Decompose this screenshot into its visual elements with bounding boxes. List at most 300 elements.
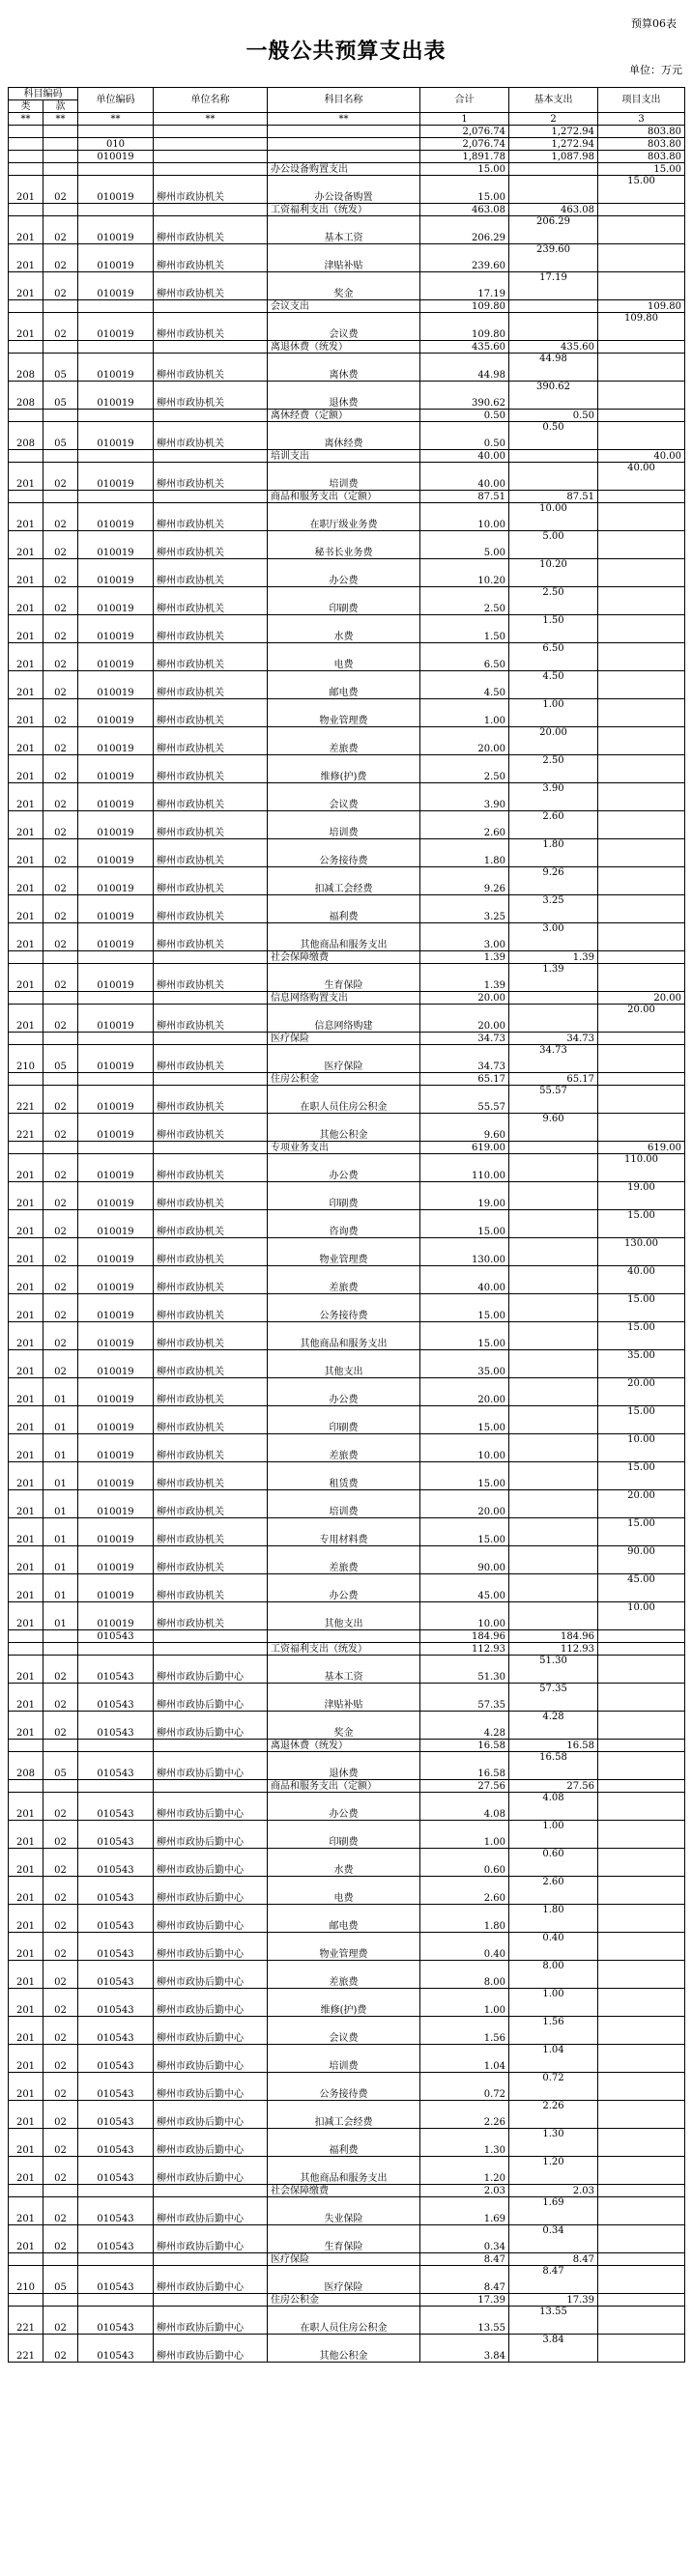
cell-project: [598, 216, 685, 244]
cell-basic: 184.96: [509, 1630, 598, 1643]
cell-kuan: 02: [43, 671, 78, 699]
cell-total: 0.50: [420, 410, 509, 422]
cell-unit-code: [78, 341, 154, 354]
cell-lei: 201: [9, 559, 43, 587]
cell-basic: 0.40: [509, 1933, 598, 1961]
cell-lei: 201: [9, 1238, 43, 1266]
cell-lei: 201: [9, 2157, 43, 2185]
cell-total: 4.08: [420, 1793, 509, 1821]
cell-unit-code: [78, 204, 154, 216]
cell-project: [598, 1114, 685, 1142]
cell-subject-name: 会议支出: [268, 300, 420, 313]
cell-basic: 0.34: [509, 2225, 598, 2253]
cell-subject-name: 水费: [268, 1849, 420, 1877]
cell-total: 0.50: [420, 422, 509, 450]
table-row: [9, 839, 685, 867]
cell-kuan: 01: [43, 1462, 78, 1490]
table-row: [9, 382, 685, 410]
cell-kuan: 02: [43, 2225, 78, 2253]
cell-lei: 201: [9, 1989, 43, 2017]
cell-basic: 1.00: [509, 1989, 598, 2017]
cell-subject-name: [268, 126, 420, 138]
table-row: [9, 1712, 685, 1740]
cell-project: 20.00: [598, 992, 685, 1005]
cell-subject-name: 退休费: [268, 382, 420, 410]
cell-unit-name: 柳州市政协机关: [154, 1434, 268, 1462]
cell-lei: [9, 1142, 43, 1154]
cell-total: 90.00: [420, 1546, 509, 1574]
cell-total: 619.00: [420, 1142, 509, 1154]
header-stars: **: [78, 113, 154, 126]
cell-subject-name: 差旅费: [268, 1266, 420, 1294]
cell-basic: [509, 1602, 598, 1630]
cell-project: [598, 1740, 685, 1752]
cell-basic: 20.00: [509, 727, 598, 755]
cell-subject-name: 办公费: [268, 1154, 420, 1182]
cell-unit-name: [154, 1630, 268, 1643]
cell-unit-code: 010019: [78, 699, 154, 727]
cell-kuan: 02: [43, 1238, 78, 1266]
cell-total: 2.26: [420, 2101, 509, 2129]
cell-total: 15.00: [420, 1322, 509, 1350]
cell-subject-name: 物业管理费: [268, 1238, 420, 1266]
cell-project: [598, 2294, 685, 2307]
cell-unit-code: [78, 1780, 154, 1793]
cell-subject-name: 维修(护)费: [268, 1989, 420, 2017]
cell-subject-name: 办公费: [268, 1793, 420, 1821]
cell-unit-code: 010019: [78, 1462, 154, 1490]
cell-total: 1.00: [420, 1821, 509, 1849]
group-row: [9, 341, 685, 354]
cell-subject-name: 住房公积金: [268, 2294, 420, 2307]
cell-basic: 390.62: [509, 382, 598, 410]
cell-basic: 34.73: [509, 1033, 598, 1045]
table-row: [9, 559, 685, 587]
cell-unit-name: 柳州市政协后勤中心: [154, 1877, 268, 1905]
cell-total: 20.00: [420, 1005, 509, 1033]
cell-subject-name: 水费: [268, 615, 420, 643]
cell-unit-name: 柳州市政协机关: [154, 422, 268, 450]
table-row: [9, 783, 685, 811]
cell-kuan: [43, 341, 78, 354]
cell-project: [598, 615, 685, 643]
cell-unit-name: [154, 992, 268, 1005]
cell-total: 2.03: [420, 2185, 509, 2197]
cell-total: 1.50: [420, 615, 509, 643]
cell-subject-name: 住房公积金: [268, 1073, 420, 1086]
cell-unit-name: 柳州市政协后勤中心: [154, 2129, 268, 2157]
cell-kuan: 02: [43, 1684, 78, 1712]
cell-project: 15.00: [598, 1210, 685, 1238]
cell-basic: 57.35: [509, 1684, 598, 1712]
cell-kuan: 02: [43, 1266, 78, 1294]
cell-unit-code: 010019: [78, 272, 154, 300]
cell-lei: 201: [9, 1490, 43, 1518]
cell-basic: 3.25: [509, 895, 598, 923]
cell-lei: 201: [9, 1350, 43, 1378]
cell-project: [598, 503, 685, 531]
cell-project: [598, 2197, 685, 2225]
cell-lei: 201: [9, 895, 43, 923]
cell-kuan: 02: [43, 755, 78, 783]
cell-lei: [9, 341, 43, 354]
cell-subject-name: 办公费: [268, 1574, 420, 1602]
cell-project: 40.00: [598, 1266, 685, 1294]
header-subject-code: 科目编码: [9, 88, 78, 100]
cell-total: 0.60: [420, 1849, 509, 1877]
table-row: [9, 2045, 685, 2073]
cell-lei: 201: [9, 463, 43, 491]
cell-basic: [509, 176, 598, 204]
cell-kuan: 02: [43, 727, 78, 755]
cell-unit-code: [78, 1142, 154, 1154]
summary-row: [9, 1630, 685, 1643]
table-body: [9, 126, 685, 2363]
cell-lei: [9, 300, 43, 313]
cell-lei: 201: [9, 1378, 43, 1406]
cell-unit-code: 010543: [78, 2017, 154, 2045]
unit-label: 单位：万元: [629, 64, 682, 76]
cell-unit-code: 010543: [78, 1630, 154, 1643]
cell-total: 10.00: [420, 1434, 509, 1462]
cell-unit-code: 010019: [78, 615, 154, 643]
cell-total: 15.00: [420, 163, 509, 176]
cell-total: 1.04: [420, 2045, 509, 2073]
cell-unit-code: 010019: [78, 1434, 154, 1462]
table-row: [9, 699, 685, 727]
cell-basic: [509, 1406, 598, 1434]
cell-kuan: 02: [43, 1712, 78, 1740]
cell-basic: [509, 1238, 598, 1266]
cell-lei: [9, 992, 43, 1005]
cell-project: 35.00: [598, 1350, 685, 1378]
cell-unit-code: 010019: [78, 1350, 154, 1378]
cell-project: [598, 839, 685, 867]
cell-unit-code: 010019: [78, 354, 154, 382]
cell-project: 90.00: [598, 1546, 685, 1574]
cell-unit-code: 010019: [78, 587, 154, 615]
cell-unit-name: 柳州市政协后勤中心: [154, 2101, 268, 2129]
cell-subject-name: 差旅费: [268, 1434, 420, 1462]
cell-unit-code: 010543: [78, 1821, 154, 1849]
cell-unit-code: [78, 300, 154, 313]
cell-unit-name: 柳州市政协机关: [154, 559, 268, 587]
cell-total: 10.20: [420, 559, 509, 587]
cell-subject-name: 培训费: [268, 463, 420, 491]
cell-unit-name: 柳州市政协机关: [154, 783, 268, 811]
cell-project: 40.00: [598, 463, 685, 491]
table-row: [9, 867, 685, 895]
cell-basic: 9.60: [509, 1114, 598, 1142]
cell-unit-code: 010019: [78, 1490, 154, 1518]
page-title: 一般公共预算支出表: [245, 39, 447, 64]
table-row: [9, 1266, 685, 1294]
cell-lei: 201: [9, 2045, 43, 2073]
cell-kuan: 02: [43, 2101, 78, 2129]
cell-project: [598, 1821, 685, 1849]
cell-lei: 201: [9, 216, 43, 244]
cell-kuan: 02: [43, 2017, 78, 2045]
table-row: [9, 615, 685, 643]
cell-project: 45.00: [598, 1574, 685, 1602]
table-row: [9, 1656, 685, 1684]
cell-kuan: [43, 992, 78, 1005]
cell-kuan: [43, 204, 78, 216]
cell-lei: 201: [9, 1266, 43, 1294]
cell-unit-code: 010019: [78, 727, 154, 755]
table-row: [9, 1877, 685, 1905]
cell-kuan: 02: [43, 1849, 78, 1877]
cell-total: 2,076.74: [420, 126, 509, 138]
group-row: [9, 951, 685, 964]
cell-unit-code: 010019: [78, 755, 154, 783]
cell-unit-name: 柳州市政协后勤中心: [154, 1905, 268, 1933]
table-row: [9, 1086, 685, 1114]
cell-kuan: 05: [43, 422, 78, 450]
cell-unit-code: 010019: [78, 382, 154, 410]
cell-unit-code: 010019: [78, 313, 154, 341]
cell-total: 19.00: [420, 1182, 509, 1210]
cell-basic: 87.51: [509, 491, 598, 503]
cell-unit-code: 010019: [78, 1546, 154, 1574]
cell-basic: [509, 1266, 598, 1294]
cell-subject-name: 电费: [268, 1877, 420, 1905]
cell-lei: 201: [9, 1406, 43, 1434]
cell-total: 3.90: [420, 783, 509, 811]
cell-subject-name: 物业管理费: [268, 699, 420, 727]
cell-unit-name: 柳州市政协后勤中心: [154, 2017, 268, 2045]
table-row: [9, 1434, 685, 1462]
cell-total: 9.60: [420, 1114, 509, 1142]
table-row: [9, 1114, 685, 1142]
cell-unit-code: 010019: [78, 531, 154, 559]
table-row: [9, 422, 685, 450]
table-row: [9, 1933, 685, 1961]
cell-subject-name: 其他商品和服务支出: [268, 923, 420, 951]
cell-unit-name: [154, 138, 268, 151]
cell-basic: [509, 1574, 598, 1602]
cell-unit-code: 010543: [78, 1656, 154, 1684]
table-row: [9, 727, 685, 755]
cell-unit-name: 柳州市政协机关: [154, 244, 268, 272]
cell-subject-name: 专项业务支出: [268, 1142, 420, 1154]
cell-total: 1.00: [420, 1989, 509, 2017]
cell-subject-name: 扣减工会经费: [268, 2101, 420, 2129]
cell-basic: 2.26: [509, 2101, 598, 2129]
cell-lei: 201: [9, 176, 43, 204]
cell-project: [598, 272, 685, 300]
cell-unit-code: 010019: [78, 811, 154, 839]
cell-unit-name: 柳州市政协后勤中心: [154, 2045, 268, 2073]
cell-total: 20.00: [420, 1378, 509, 1406]
cell-lei: [9, 138, 43, 151]
cell-basic: 2.50: [509, 755, 598, 783]
cell-lei: 201: [9, 755, 43, 783]
cell-unit-code: [78, 1073, 154, 1086]
cell-basic: 1.00: [509, 1821, 598, 1849]
table-row: [9, 1518, 685, 1546]
table-row: [9, 811, 685, 839]
cell-total: 15.00: [420, 1462, 509, 1490]
cell-total: 110.00: [420, 1154, 509, 1182]
cell-kuan: 02: [43, 867, 78, 895]
cell-kuan: 05: [43, 354, 78, 382]
cell-lei: [9, 126, 43, 138]
cell-total: 51.30: [420, 1656, 509, 1684]
table-row: [9, 895, 685, 923]
cell-kuan: 02: [43, 1656, 78, 1684]
cell-basic: 2.03: [509, 2185, 598, 2197]
cell-unit-name: 柳州市政协机关: [154, 1294, 268, 1322]
cell-basic: 4.50: [509, 671, 598, 699]
cell-project: 803.80: [598, 126, 685, 138]
cell-kuan: [43, 300, 78, 313]
cell-unit-name: [154, 491, 268, 503]
cell-lei: 201: [9, 643, 43, 671]
cell-kuan: 05: [43, 382, 78, 410]
cell-subject-name: 培训费: [268, 811, 420, 839]
cell-total: 1.80: [420, 1905, 509, 1933]
cell-basic: [509, 1322, 598, 1350]
cell-unit-name: [154, 300, 268, 313]
cell-subject-name: 商品和服务支出（定额）: [268, 491, 420, 503]
table-row: [9, 1752, 685, 1780]
cell-unit-name: [154, 2294, 268, 2307]
cell-kuan: 02: [43, 1210, 78, 1238]
table-row: [9, 671, 685, 699]
cell-unit-name: 柳州市政协机关: [154, 354, 268, 382]
cell-lei: 221: [9, 1086, 43, 1114]
cell-unit-name: 柳州市政协后勤中心: [154, 1793, 268, 1821]
cell-unit-code: 010019: [78, 1406, 154, 1434]
cell-project: [598, 2017, 685, 2045]
cell-basic: 0.50: [509, 410, 598, 422]
cell-total: 45.00: [420, 1574, 509, 1602]
cell-project: [598, 1086, 685, 1114]
cell-total: 2.50: [420, 755, 509, 783]
cell-kuan: 02: [43, 1294, 78, 1322]
cell-subject-name: 会议费: [268, 2017, 420, 2045]
cell-kuan: 02: [43, 313, 78, 341]
cell-lei: [9, 2294, 43, 2307]
cell-total: 1,891.78: [420, 151, 509, 163]
cell-basic: 4.28: [509, 1712, 598, 1740]
cell-kuan: 02: [43, 699, 78, 727]
cell-total: 17.39: [420, 2294, 509, 2307]
cell-subject-name: 办公费: [268, 559, 420, 587]
cell-basic: 51.30: [509, 1656, 598, 1684]
cell-total: 34.73: [420, 1033, 509, 1045]
cell-kuan: 02: [43, 895, 78, 923]
cell-subject-name: 商品和服务支出（定额）: [268, 1780, 420, 1793]
cell-kuan: 01: [43, 1602, 78, 1630]
cell-subject-name: 办公费: [268, 1378, 420, 1406]
cell-subject-name: 其他商品和服务支出: [268, 1322, 420, 1350]
cell-kuan: [43, 2185, 78, 2197]
cell-subject-name: 津贴补贴: [268, 244, 420, 272]
cell-basic: 27.56: [509, 1780, 598, 1793]
cell-basic: 1.56: [509, 2017, 598, 2045]
cell-total: 435.60: [420, 341, 509, 354]
cell-unit-name: 柳州市政协机关: [154, 1462, 268, 1490]
table-row: [9, 1821, 685, 1849]
cell-kuan: [43, 1740, 78, 1752]
cell-total: 57.35: [420, 1684, 509, 1712]
cell-basic: 13.55: [509, 2307, 598, 2335]
cell-lei: [9, 1630, 43, 1643]
cell-lei: [9, 951, 43, 964]
cell-project: [598, 2253, 685, 2266]
cell-project: 10.00: [598, 1602, 685, 1630]
table-row: [9, 1546, 685, 1574]
cell-kuan: 02: [43, 2045, 78, 2073]
cell-kuan: [43, 410, 78, 422]
cell-unit-name: [154, 163, 268, 176]
cell-kuan: 02: [43, 1182, 78, 1210]
cell-total: 44.98: [420, 354, 509, 382]
header-stars: **: [43, 113, 78, 126]
cell-basic: 2.50: [509, 587, 598, 615]
cell-unit-code: 010019: [78, 1005, 154, 1033]
cell-basic: 435.60: [509, 341, 598, 354]
cell-total: 55.57: [420, 1086, 509, 1114]
group-row: [9, 491, 685, 503]
cell-subject-name: 印刷费: [268, 1182, 420, 1210]
cell-lei: [9, 450, 43, 463]
cell-lei: 201: [9, 2017, 43, 2045]
cell-unit-name: 柳州市政协后勤中心: [154, 2157, 268, 2185]
cell-basic: 0.60: [509, 1849, 598, 1877]
cell-unit-code: 010019: [78, 216, 154, 244]
cell-basic: 16.58: [509, 1740, 598, 1752]
cell-basic: [509, 1546, 598, 1574]
cell-basic: 10.00: [509, 503, 598, 531]
cell-unit-code: 010019: [78, 151, 154, 163]
cell-lei: 201: [9, 1656, 43, 1684]
cell-subject-name: 培训支出: [268, 450, 420, 463]
cell-unit-code: 010543: [78, 1849, 154, 1877]
table-row: [9, 643, 685, 671]
cell-unit-code: 010019: [78, 176, 154, 204]
cell-kuan: 02: [43, 1322, 78, 1350]
group-row: [9, 163, 685, 176]
cell-unit-name: 柳州市政协机关: [154, 1406, 268, 1434]
cell-lei: 201: [9, 1933, 43, 1961]
cell-project: 803.80: [598, 138, 685, 151]
cell-unit-name: [154, 1740, 268, 1752]
table-row: [9, 964, 685, 992]
cell-project: [598, 2307, 685, 2335]
cell-unit-code: 010543: [78, 2157, 154, 2185]
cell-kuan: [43, 126, 78, 138]
cell-project: 15.00: [598, 1322, 685, 1350]
cell-unit-name: 柳州市政协机关: [154, 839, 268, 867]
summary-row: [9, 151, 685, 163]
cell-total: 15.00: [420, 1406, 509, 1434]
cell-kuan: 01: [43, 1518, 78, 1546]
cell-unit-code: 010019: [78, 1154, 154, 1182]
cell-unit-code: 010019: [78, 1378, 154, 1406]
cell-project: [598, 2185, 685, 2197]
cell-basic: [509, 1154, 598, 1182]
cell-total: 239.60: [420, 244, 509, 272]
cell-subject-name: 扣减工会经费: [268, 867, 420, 895]
cell-project: 109.80: [598, 313, 685, 341]
cell-project: 19.00: [598, 1182, 685, 1210]
cell-basic: 44.98: [509, 354, 598, 382]
cell-unit-name: [154, 410, 268, 422]
cell-lei: 208: [9, 354, 43, 382]
